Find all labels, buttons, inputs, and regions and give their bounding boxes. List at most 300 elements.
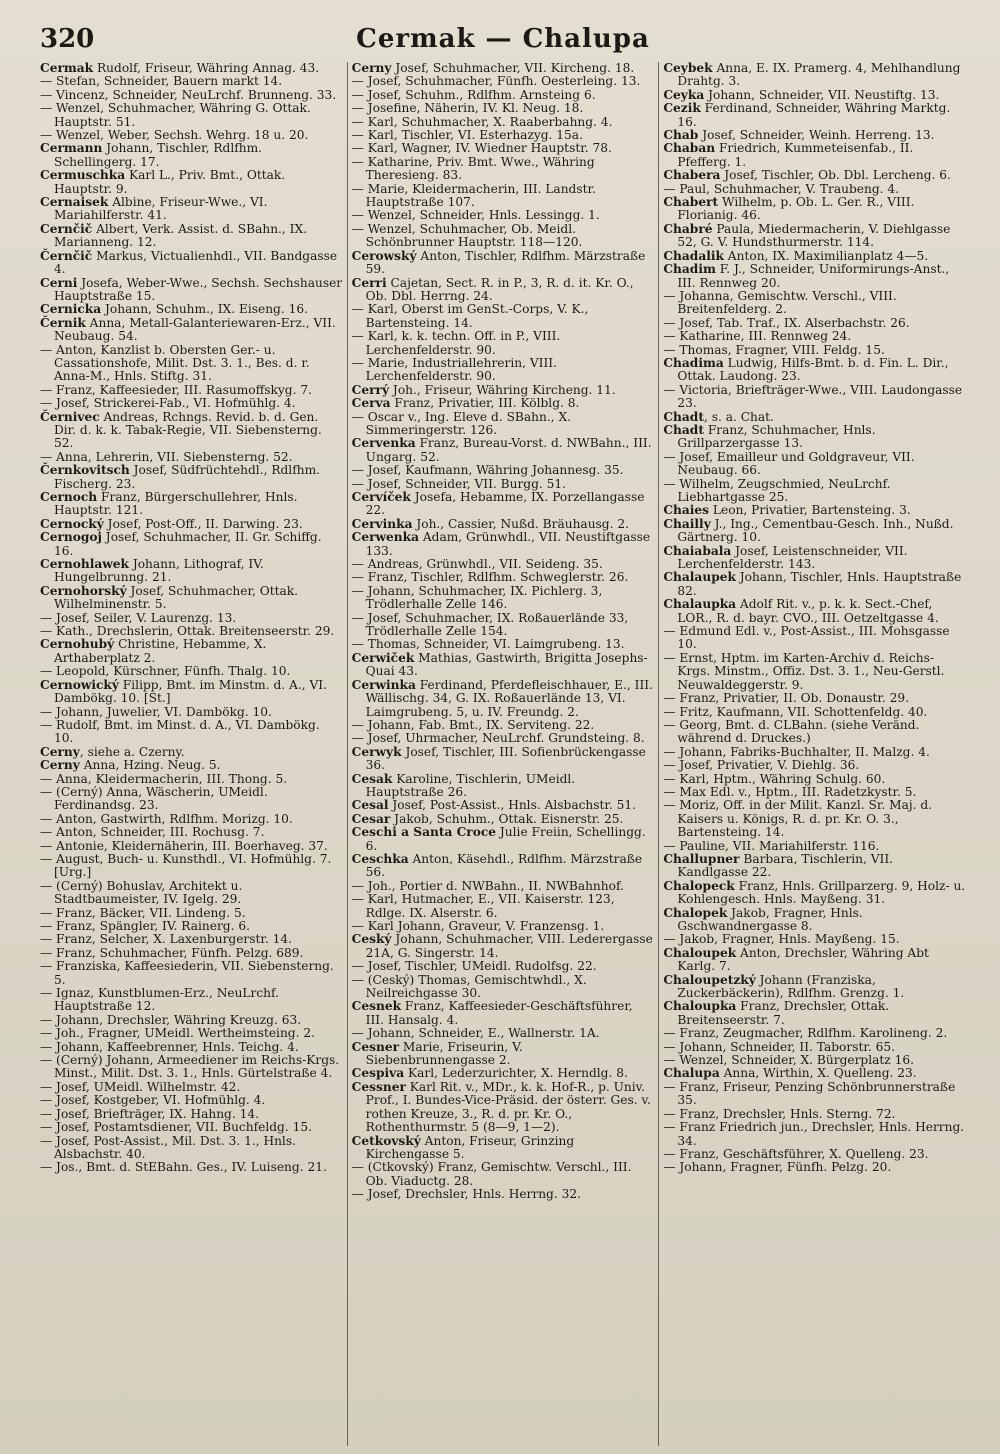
entry-surname: Chailly: [663, 516, 711, 531]
directory-entry: [40, 250, 343, 277]
directory-entry: [352, 330, 655, 357]
entry-details: Karl Rit. v., MDr., k. k. Hof-R., p. Univ. Prof., I. Bundes-Vice-Präsid. der österr. Ges. v. rothen Kreuze, 3., R. d. pr. Kr. O., Rothenthurmstr. 5 (8—9, 1—2).: [365, 1079, 651, 1135]
entry-details: — Jakob, Fragner, Hnls. Mayßeng. 15.: [663, 932, 900, 947]
entry-surname: Cernčič: [40, 221, 93, 236]
entry-details: — Victoria, Briefträger-Wwe., VIII. Laudongasse 23.: [663, 382, 963, 411]
entry-surname: Chalaupka: [663, 597, 737, 612]
entry-details: — Franz, Friseur, Penzing Schönbrunnerstraße 35.: [663, 1079, 956, 1108]
directory-entry: [352, 250, 655, 277]
entry-details: Josef, Tischler, III. Sofienbrückengasse 36.: [365, 744, 646, 773]
entry-details: — Franz, Schuhmacher, Fünfh. Pelzg. 689.: [40, 945, 304, 960]
entry-details: — Josef, Schuhm., Rdlfhm. Arnsteing 6.: [351, 87, 596, 102]
directory-entry: [663, 719, 966, 746]
directory-entry: [663, 223, 966, 250]
entry-details: — Karl, Wagner, IV. Wiedner Hauptstr. 78.: [351, 141, 612, 156]
directory-entry: [352, 1081, 655, 1135]
entry-details: — Paul, Schuhmacher, V. Traubeng. 4.: [663, 181, 900, 196]
directory-entry: [663, 853, 966, 880]
directory-entry: [352, 652, 655, 679]
entry-details: Johann (Franziska, Zuckerbäckerin), Rdlfhm. Grenzg. 1.: [677, 972, 905, 1001]
entry-details: Anna, E. IX. Pramerg. 4, Mehlhandlung Drahtg. 3.: [677, 62, 961, 89]
entry-details: — Kath., Drechslerin, Ottak. Breitenseerstr. 29.: [40, 624, 335, 639]
entry-surname: Cermann: [40, 141, 103, 156]
directory-entry: [40, 920, 343, 933]
entry-details: — Franz, Tischler, Rdlfhm. Schweglerstr. 26.: [351, 570, 629, 585]
entry-surname: Cerri: [351, 275, 387, 290]
entry-details: — Karl, Oberst im GenSt.-Corps, V. K., Bartensteing. 14.: [351, 302, 589, 330]
directory-entry: [352, 277, 655, 304]
entry-surname: Chaban: [663, 141, 716, 156]
directory-entry: [663, 183, 966, 196]
entry-surname: Cesar: [351, 811, 391, 826]
entry-surname: Cerny: [351, 62, 392, 75]
entry-details: Karl L., Priv. Bmt., Ottak. Hauptstr. 9.: [54, 168, 286, 196]
entry-details: — Josef, Schneider, VII. Burgg. 51.: [351, 476, 567, 491]
entry-details: — Max Edl. v., Hptm., III. Radetzkystr. 5.: [663, 784, 917, 799]
entry-details: — Wenzel, Schuhmacher, Ob. Meidl. Schönbrunner Hauptstr. 118—120.: [351, 221, 583, 250]
directory-entry: [40, 277, 343, 304]
directory-entry: [663, 518, 966, 545]
entry-details: — Anton, Schneider, III. Rochusg. 7.: [40, 825, 265, 840]
entry-details: Johann, Schuhmacher, VIII. Lederergasse 21A, G. Singerstr. 14.: [365, 932, 653, 960]
entry-surname: Ceský: [351, 932, 392, 947]
directory-entry: [663, 773, 966, 786]
directory-entry: [352, 933, 655, 960]
entry-surname: Ceybek: [663, 62, 713, 75]
directory-entry: [352, 437, 655, 464]
entry-surname: Chabera: [663, 168, 721, 183]
page-header: [36, 20, 970, 60]
entry-surname: Cerwiček: [351, 650, 415, 665]
entry-details: — Josef, Tischler, UMeidl. Rudolfsg. 22.: [351, 959, 597, 974]
directory-entry: [663, 947, 966, 974]
entry-surname: Ceschka: [351, 851, 409, 866]
entry-details: Anton, Tischler, Rdlfhm. Märzstraße 59.: [365, 248, 646, 277]
entry-details: Johann, Lithograf, IV. Hungelbrunng. 21.: [54, 557, 264, 585]
entry-details: — Antonie, Kleidernäherin, III. Boerhaveg. 37.: [40, 838, 328, 853]
directory-entry: [352, 129, 655, 142]
directory-entry: [352, 880, 655, 893]
entry-surname: Ceyka: [663, 87, 705, 102]
entry-details: Josef, Leistenschneider, VII. Lerchenfelderstr. 143.: [677, 543, 908, 572]
directory-entry: [40, 840, 343, 853]
directory-entry: [40, 558, 343, 585]
directory-entry: [352, 679, 655, 719]
entry-details: — Franz, Drechsler, Hnls. Sterng. 72.: [663, 1106, 896, 1121]
entry-details: Josef, Südfrüchtehdl., Rdlfhm. Fischerg. 23.: [54, 463, 320, 491]
entry-details: — Leopold, Kürschner, Fünfh. Thalg. 10.: [40, 664, 291, 679]
entry-details: — Anton, Gastwirth, Rdlfhm. Morizg. 10.: [40, 811, 293, 826]
entry-surname: Cernaisek: [40, 195, 109, 210]
entry-details: — Franz, Spängler, IV. Rainerg. 6.: [40, 919, 250, 933]
entry-surname: Cerva: [351, 396, 391, 411]
directory-entry: [352, 183, 655, 210]
entry-surname: Chaloupka: [663, 999, 737, 1014]
entry-details: — Josef, Tab. Traf., IX. Alserbachstr. 26.: [663, 315, 910, 330]
entry-details: Adolf Rit. v., p. k. k. Sect.-Chef, LOR., R. d. bayr. CVO., III. Oetzeltgasse 4.: [677, 597, 939, 625]
entry-surname: Chalaupek: [663, 570, 736, 585]
entry-surname: Cervinka: [351, 516, 413, 531]
entry-details: Josef, Tischler, Ob. Dbl. Lercheng. 6.: [720, 168, 951, 183]
directory-entry: [663, 1081, 966, 1108]
directory-entry: [663, 907, 966, 934]
entry-details: Josef, Post-Off., II. Darwing. 23.: [103, 516, 303, 531]
directory-entry: [663, 1148, 966, 1161]
entry-details: Jakob, Schuhm., Ottak. Eisnerstr. 25.: [390, 811, 624, 826]
entry-details: — Karl Johann, Graveur, V. Franzensg. 1.: [351, 919, 605, 933]
entry-details: — Katharine, Priv. Bmt. Wwe., Währing Theresieng. 83.: [351, 154, 595, 183]
entry-surname: Cermak: [40, 62, 94, 75]
directory-entry: [352, 920, 655, 933]
entry-details: — Josef, Kaufmann, Währing Johannesg. 35.: [351, 463, 624, 478]
entry-details: J., Ing., Cementbau-Gesch. Inh., Nußd. Gärtnerg. 10.: [677, 516, 954, 545]
directory-entry: [352, 116, 655, 129]
entry-details: — Josef, Schuhmacher, Fünfh. Oesterleing. 13.: [351, 74, 641, 89]
directory-entry: [352, 853, 655, 880]
directory-entry: [663, 478, 966, 505]
entry-details: — Karl, k. k. techn. Off. in P., VIII. Lerchenfelderstr. 90.: [351, 329, 561, 357]
directory-entry: [663, 1121, 966, 1148]
entry-surname: Černivec: [40, 409, 100, 424]
entry-details: — Rudolf, Bmt. im Minst. d. A., VI. Dambökg. 10.: [40, 717, 320, 746]
directory-entry: [663, 1054, 966, 1067]
entry-details: Anton, Käsehdl., Rdlfhm. Märzstraße 56.: [365, 851, 643, 880]
entry-surname: Cernohlawek: [40, 557, 129, 572]
entry-details: — Ernst, Hptm. im Karten-Archiv d. Reichs-Krgs. Minstm., Offiz. Dst. 3. 1., Neu-Gerstl. Neuwaldeggerstr. 9.: [663, 650, 945, 692]
entry-surname: Chalopek: [663, 905, 728, 920]
directory-entry: [40, 411, 343, 451]
entry-surname: Chaloupek: [663, 945, 737, 960]
entry-details: — Wenzel, Schneider, X. Bürgerplatz 16.: [663, 1053, 914, 1068]
entry-details: — Anna, Lehrerin, VII. Siebensterng. 52.: [40, 449, 293, 464]
directory-entry: [663, 89, 966, 102]
entry-surname: Cerwenka: [351, 530, 419, 545]
entry-details: — Edmund Edl. v., Post-Assist., III. Mohsgasse 10.: [663, 624, 950, 652]
directory-entry: [663, 1000, 966, 1027]
entry-surname: Cermuschka: [40, 168, 126, 183]
entry-details: — Josef, Strickerei-Fab., VI. Hofmühlg. 4.: [40, 396, 296, 411]
entry-surname: Cetkovský: [351, 1133, 421, 1148]
directory-entry: [352, 612, 655, 639]
directory-entry: [663, 799, 966, 839]
entry-surname: Chaiabala: [663, 543, 732, 558]
directory-entry: [40, 223, 343, 250]
entry-surname: Chaloupetzký: [663, 972, 756, 987]
entry-details: — Pauline, VII. Mariahilferstr. 116.: [663, 838, 880, 853]
entry-details: — Anton, Kanzlist b. Obersten Ger.- u. Cassationshofe, Milit. Dst. 3. 1., Bes. d. r. Anna-M., Hnls. Stiftg. 31.: [40, 342, 310, 384]
column-2: [347, 62, 655, 1446]
entry-details: F. J., Schneider, Uniformirungs-Anst., III. Rennweg 20.: [677, 262, 950, 290]
entry-details: — Franz, Geschäftsführer, X. Quelleng. 23.: [663, 1146, 929, 1161]
directory-entry: [352, 585, 655, 612]
entry-surname: Chadalik: [663, 248, 724, 263]
entry-surname: Ceschi a Santa Croce: [351, 825, 497, 840]
entry-surname: Cerny: [40, 744, 80, 759]
entry-details: — (Cerný) Johann, Armeediener im Reichs-Krgs. Minst., Milit. Dst. 3. 1., Hnls. Gürtelstraße 4.: [40, 1053, 340, 1081]
entry-details: Johann, Schuhm., IX. Eiseng. 16.: [101, 302, 308, 317]
entry-details: — Wenzel, Schuhmacher, Währing G. Ottak. Hauptstr. 51.: [40, 101, 311, 129]
entry-details: — Stefan, Schneider, Bauern markt 14.: [40, 74, 283, 89]
entry-surname: Cerwyk: [351, 744, 402, 759]
entry-details: Barbara, Tischlerin, VII. Kandlgasse 22.: [677, 851, 894, 880]
directory-entry: [663, 933, 966, 946]
entry-details: Anton, Friseur, Grinzing Kirchengasse 5.: [365, 1133, 575, 1161]
directory-entry: [352, 719, 655, 732]
directory-entry: [663, 169, 966, 182]
directory-entry: [663, 330, 966, 343]
directory-entry: [352, 518, 655, 531]
entry-details: — Wenzel, Weber, Sechsh. Wehrg. 18 u. 20.: [40, 128, 309, 143]
directory-entry: [40, 746, 343, 759]
entry-details: Albert, Verk. Assist. d. SBahn., IX. Marianneng. 12.: [54, 221, 308, 250]
running-head: Cermak — Chalupa: [356, 24, 650, 54]
entry-details: — Johann, Schuhmacher, IX. Pichlerg. 3, Trödlerhalle Zelle 146.: [351, 583, 603, 612]
directory-entry: [352, 1027, 655, 1040]
entry-details: — (Ceský) Thomas, Gemischtwhdl., X. Neilreichgasse 30.: [351, 972, 587, 1001]
entry-surname: Chabert: [663, 195, 719, 210]
directory-entry: [40, 826, 343, 839]
directory-entry: [352, 478, 655, 491]
directory-entry: [352, 62, 655, 75]
entry-details: — Thomas, Schneider, VI. Laimgrubeng. 13.: [351, 637, 625, 652]
entry-surname: Cesner: [351, 1039, 400, 1054]
entry-details: Ludwig, Hilfs-Bmt. b. d. Fin. L. Dir., Ottak. Laudong. 23.: [677, 355, 949, 384]
entry-details: — Karl, Hutmacher, E., VII. Kaiserstr. 123, Rdlge. IX. Alserstr. 6.: [351, 892, 615, 920]
entry-details: — Johann, Kaffeebrenner, Hnls. Teichg. 4.: [40, 1039, 299, 1054]
directory-entry: [352, 813, 655, 826]
entry-details: — Josef, Privatier, V. Diehlg. 36.: [663, 758, 860, 773]
entry-details: Rudolf, Friseur, Währing Annag. 43.: [93, 62, 320, 75]
entry-details: — Joh., Portier d. NWBahn., II. NWBahnhof.: [351, 878, 624, 893]
directory-entry: [663, 196, 966, 223]
entry-details: — Josef, Emailleur und Goldgraveur, VII. Neubaug. 66.: [663, 449, 915, 478]
directory-entry: [663, 142, 966, 169]
entry-details: Josefa, Hebamme, IX. Porzellangasse 22.: [365, 490, 645, 518]
directory-entry: [352, 732, 655, 745]
entry-details: — Georg, Bmt. d. CLBahn. (siehe Veränd. während d. Druckes.): [663, 717, 920, 746]
entry-details: — Josef, Schuhmacher, IX. Roßauerlände 33, Trödlerhalle Zelle 154.: [351, 610, 629, 639]
directory-entry: [663, 62, 966, 89]
entry-surname: Cernicka: [40, 302, 102, 317]
directory-entry: [40, 1094, 343, 1107]
column-1: [40, 62, 343, 1446]
directory-entry: [352, 89, 655, 102]
entry-surname: Cerrý: [351, 382, 390, 397]
directory-entry: [40, 1135, 343, 1162]
directory-entry: [663, 786, 966, 799]
entry-details: , s. a. Chat.: [703, 409, 774, 424]
directory-entry: [663, 706, 966, 719]
entry-surname: Cerni: [40, 275, 78, 290]
entry-details: — (Ctkovský) Franz, Gemischtw. Verschl., III. Ob. Viaductg. 28.: [351, 1160, 632, 1188]
entry-details: — Katharine, III. Rennweg 24.: [663, 329, 852, 344]
entry-details: — Josef, UMeidl. Wilhelmstr. 42.: [40, 1079, 241, 1094]
directory-entry: [352, 223, 655, 250]
entry-details: Joh., Cassier, Nußd. Bräuhausg. 2.: [412, 516, 629, 531]
entry-details: Franz, Drechsler, Ottak. Breitenseerstr. 7.: [677, 999, 890, 1027]
entry-details: , siehe a. Czerny.: [79, 744, 185, 759]
entry-details: — Johanna, Gemischtw. Verschl., VIII. Breitenfelderg. 2.: [663, 288, 897, 317]
entry-details: Josef, Post-Assist., Hnls. Alsbachstr. 51.: [388, 798, 637, 813]
entry-details: — Karl, Tischler, VI. Esterhazyg. 15a.: [351, 128, 583, 143]
entry-details: Jakob, Fragner, Hnls. Gschwandnergasse 8.: [677, 905, 863, 933]
entry-surname: Černčič: [40, 248, 93, 263]
directory-entry: [352, 464, 655, 477]
entry-details: — Wenzel, Schneider, Hnls. Lessingg. 1.: [351, 208, 600, 223]
directory-entry: [40, 89, 343, 102]
entry-details: — Franz, Selcher, X. Laxenburgerstr. 14.: [40, 932, 293, 947]
directory-entry: [352, 411, 655, 438]
entry-details: — Josef, Seiler, V. Laurenzg. 13.: [40, 610, 237, 625]
entry-surname: Cerny: [40, 758, 80, 773]
directory-entry: [352, 960, 655, 973]
entry-details: Johann, Tischler, Hnls. Hauptstraße 82.: [677, 570, 962, 598]
entry-details: Joh., Friseur, Währing Kircheng. 11.: [389, 382, 616, 397]
directory-entry: [663, 290, 966, 317]
entry-details: — Franz, Zeugmacher, Rdlfhm. Karolineng. 2.: [663, 1026, 948, 1041]
directory-entry: [352, 156, 655, 183]
directory-entry: [40, 759, 343, 772]
directory-entry: [663, 652, 966, 692]
directory-entry: [40, 719, 343, 746]
entry-details: — (Cerný) Anna, Wäscherin, UMeidl. Ferdinandsg. 23.: [40, 784, 268, 813]
entry-details: — Vincenz, Schneider, NeuLrchf. Brunneng. 33.: [40, 87, 337, 102]
entry-details: Cajetan, Sect. R. in P., 3, R. d. it. Kr. O., Ob. Dbl. Herrng. 24.: [365, 275, 634, 303]
entry-details: — Josef, Drechsler, Hnls. Herrng. 32.: [351, 1187, 581, 1202]
entry-details: Franz, Schuhmacher, Hnls. Grillparzergasse 13.: [677, 422, 876, 451]
entry-surname: Cernoch: [40, 490, 98, 504]
directory-entry: [352, 1161, 655, 1188]
directory-entry: [40, 102, 343, 129]
directory-entry: [663, 1027, 966, 1040]
entry-details: — Johann, Fabriks-Buchhalter, II. Malzg. 4.: [663, 744, 930, 759]
directory-entry: [40, 612, 343, 625]
directory-entry: [663, 598, 966, 625]
directory-entry: [352, 893, 655, 920]
directory-entry: [40, 384, 343, 397]
entry-details: Franz, Bürgerschullehrer, Hnls. Hauptstr. 121.: [54, 490, 298, 518]
directory-entry: [352, 773, 655, 800]
entry-details: — Johann, Fragner, Fünfh. Pelzg. 20.: [663, 1160, 892, 1175]
directory-entry: [40, 1054, 343, 1081]
directory-entry: [40, 1027, 343, 1040]
entry-details: — Johann, Juwelier, VI. Dambökg. 10.: [40, 704, 272, 719]
directory-entry: [663, 344, 966, 357]
directory-entry: [352, 531, 655, 558]
directory-entry: [40, 1081, 343, 1094]
directory-entry: [663, 317, 966, 330]
entry-surname: Chab: [663, 128, 699, 143]
entry-details: Josef, Schneider, Weinh. Herreng. 13.: [698, 128, 935, 143]
entry-details: — Karl, Schuhmacher, X. Raaberbahng. 4.: [351, 114, 613, 129]
columns: [40, 62, 966, 1446]
directory-entry: [40, 706, 343, 719]
entry-surname: Cernowický: [40, 677, 119, 692]
directory-entry: [40, 1108, 343, 1121]
directory-entry: [352, 397, 655, 410]
directory-entry: [40, 531, 343, 558]
entry-details: — Jos., Bmt. d. StEBahn. Ges., IV. Luiseng. 21.: [40, 1160, 327, 1175]
directory-entry: [40, 1014, 343, 1027]
directory-entry: [663, 759, 966, 772]
entry-details: Anton, Drechsler, Währing Abt Karlg. 7.: [677, 945, 929, 974]
directory-entry: [40, 907, 343, 920]
directory-entry: [663, 840, 966, 853]
entry-details: Mathias, Gastwirth, Brigitta Josephs-Quai 43.: [365, 650, 648, 679]
entry-details: — (Cerný) Bohuslav, Architekt u. Stadtbaumeister, IV. Igelg. 29.: [40, 878, 243, 907]
entry-details: Anton, IX. Maximilianplatz 4—5.: [723, 248, 929, 263]
entry-details: Franz, Kaffeesieder-Geschäftsführer, III. Hansalg. 4.: [365, 999, 633, 1027]
entry-details: Josef, Schuhmacher, II. Gr. Schiffg. 16.: [54, 530, 322, 558]
directory-entry: [40, 464, 343, 491]
entry-details: Franz, Hnls. Grillparzerg. 9, Holz- u. Kohlengesch. Hnls. Mayßeng. 31.: [677, 878, 966, 907]
entry-surname: Cesnek: [351, 999, 402, 1014]
entry-surname: Cernogoj: [40, 530, 102, 545]
entry-surname: Cerowský: [351, 248, 417, 263]
entry-details: — Franziska, Kaffeesiederin, VII. Siebensterng. 5.: [40, 959, 334, 987]
entry-details: — Franz, Kaffeesieder, III. Rasumoffskyg. 7.: [40, 382, 312, 397]
directory-entry: [40, 773, 343, 786]
entry-details: Julie Freiin, Schellingg. 6.: [365, 825, 646, 853]
entry-surname: Chalopeck: [663, 878, 735, 893]
directory-entry: [663, 263, 966, 290]
directory-entry: [40, 933, 343, 946]
directory-entry: [40, 947, 343, 960]
entry-surname: Chadt: [663, 409, 704, 424]
entry-details: Josef, Schuhmacher, VII. Kircheng. 18.: [391, 62, 635, 75]
directory-entry: [663, 571, 966, 598]
entry-details: — Johann, Schneider, E., Wallnerstr. 1A.: [351, 1026, 600, 1041]
directory-entry: [40, 960, 343, 987]
entry-surname: Cernocký: [40, 516, 104, 531]
directory-entry: [352, 571, 655, 584]
entry-surname: Cervenka: [351, 436, 416, 451]
entry-details: Albine, Friseur-Wwe., VI. Mariahilferstr. 41.: [54, 195, 268, 223]
directory-entry: [663, 504, 966, 517]
entry-details: — Anna, Kleidermacherin, III. Thong. 5.: [40, 771, 288, 786]
directory-entry: [663, 102, 966, 129]
entry-surname: Cernohorský: [40, 583, 127, 598]
entry-details: Johann, Schneider, VII. Neustiftg. 13.: [704, 87, 940, 102]
directory-entry: [352, 1135, 655, 1162]
directory-entry: [352, 638, 655, 651]
entry-details: Ferdinand, Pferdefleischhauer, E., III. Wällischg. 34, G. IX. Roßauerlände 13, VI. Laimgrubeng. 5, u. IV. Freundg. 2.: [365, 677, 653, 719]
entry-details: Franz, Privatier, III. Kölblg. 8.: [390, 396, 580, 411]
entry-surname: Černik: [40, 315, 86, 330]
entry-details: — Ignaz, Kunstblumen-Erz., NeuLrchf. Hauptstraße 12.: [40, 986, 279, 1014]
entry-surname: Chalupa: [663, 1066, 720, 1081]
entry-details: — Thomas, Fragner, VIII. Feldg. 15.: [663, 342, 885, 357]
entry-details: Johann, Tischler, Rdlfhm. Schellingerg. 17.: [54, 141, 263, 169]
entry-surname: Cernohubý: [40, 637, 115, 652]
entry-details: — Josefine, Näherin, IV. Kl. Neug. 18.: [351, 101, 584, 116]
entry-details: — Joh., Fragner, UMeidl. Wertheimsteing. 2.: [40, 1026, 315, 1041]
directory-entry: [40, 129, 343, 142]
directory-entry: [40, 665, 343, 678]
entry-details: Paula, Miedermacherin, V. Diehlgasse 52, G. V. Hundsthurmerstr. 114.: [677, 221, 951, 250]
directory-entry: [352, 558, 655, 571]
directory-entry: [40, 853, 343, 880]
directory-entry: [352, 746, 655, 773]
entry-details: Friedrich, Kummeteisenfab., II. Pfefferg. 1.: [677, 141, 914, 169]
directory-entry: [663, 974, 966, 1001]
entry-surname: Cervíček: [351, 490, 411, 504]
entry-surname: Chaies: [663, 503, 710, 518]
entry-details: — Josef, Post-Assist., Mil. Dst. 3. 1., Hnls. Alsbachstr. 40.: [40, 1133, 296, 1161]
entry-surname: Černkovitsch: [40, 463, 130, 478]
directory-entry: [352, 1041, 655, 1068]
entry-details: — August, Buch- u. Kunsthdl., VI. Hofmühlg. 7. [Urg.]: [40, 851, 332, 880]
